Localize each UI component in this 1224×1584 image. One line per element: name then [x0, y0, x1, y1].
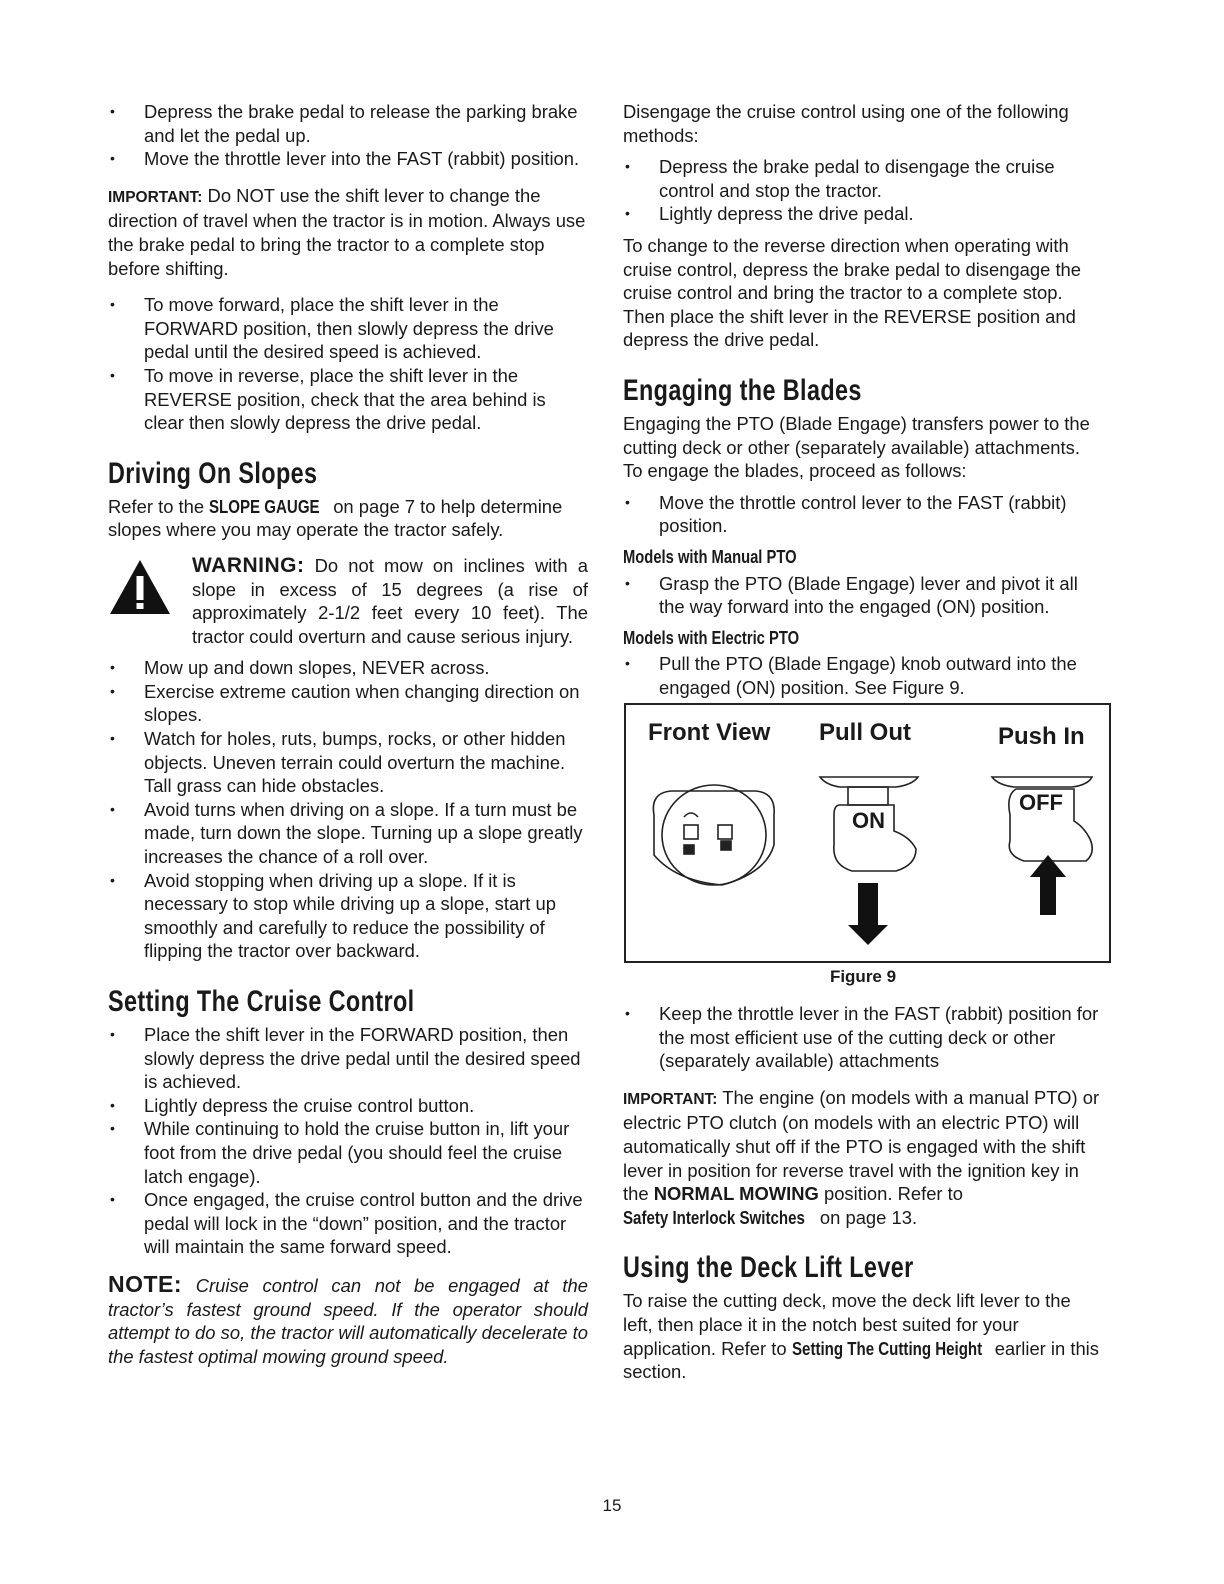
- important-label: IMPORTANT:: [108, 188, 203, 206]
- important-text: Do NOT use the shift lever to change the direction of travel when the tractor is in motion. Always use the brake pedal to bring the tractor to a complete stop before shifting.: [108, 184, 586, 279]
- figure-label-front-view: Front View: [648, 719, 771, 747]
- important-label: IMPORTANT:: [623, 1090, 718, 1108]
- list-item: • Move the throttle control lever to the FAST (rabbit) position.: [623, 491, 1103, 538]
- list-item: • To move in reverse, place the shift lever in the REVERSE position, check that the area behind is clear then slowly depress the drive pedal.: [108, 364, 588, 435]
- list-item: • Exercise extreme caution when changing direction on slopes.: [108, 680, 588, 727]
- slope-gauge-reference: Refer to the SLOPE GAUGE on page 7 to help determine slopes where you may operate the tractor safely.: [108, 495, 563, 541]
- figure-label-pull-out: Pull Out: [819, 719, 911, 747]
- cruise-bullet-list: [108, 1023, 588, 1259]
- after-figure-bullet-list: [623, 1002, 1103, 1073]
- section-heading-cruise-control: Setting The Cruise Control: [108, 985, 415, 1018]
- list-item: • Once engaged, the cruise control button and the drive pedal will lock in the “down” position, and the tractor will maintain the same forward speed.: [108, 1188, 588, 1259]
- important-shift-paragraph: [108, 184, 588, 280]
- section-heading-deck-lift: Using the Deck Lift Lever: [623, 1251, 914, 1285]
- pto-knob-pulled-icon: [820, 777, 918, 945]
- blades-intro: Engaging the PTO (Blade Engage) transfers power to the cutting deck or other (separately available) attachments. To engage the blades, proceed as follows:: [623, 412, 1090, 482]
- blades-bullet-list: [623, 491, 1103, 538]
- list-item: • Lightly depress the cruise control button.: [108, 1094, 588, 1118]
- list-item: • While continuing to hold the cruise button in, lift your foot from the drive pedal (you should feel the cruise latch engage).: [108, 1117, 588, 1188]
- warning-box: [108, 554, 588, 648]
- list-item: • Mow up and down slopes, NEVER across.: [108, 656, 588, 680]
- list-item: • Depress the brake pedal to disengage the cruise control and stop the tractor.: [623, 155, 1103, 202]
- disengage-bullet-list: [623, 155, 1103, 226]
- cutting-height-ref: Setting The Cutting Height: [791, 1337, 982, 1359]
- list-item: • To move forward, place the shift lever in the FORWARD position, then slowly depress the drive pedal until the desired speed is achieved.: [108, 293, 588, 364]
- page-number: 15: [602, 1496, 622, 1515]
- figure-caption: Figure 9: [829, 967, 897, 987]
- list-item: • Avoid stopping when driving up a slope. If it is necessary to stop while driving up a slope, start up smoothly and carefully to reduce the possibility of flipping the tractor over backward.: [108, 869, 588, 963]
- warning-triangle-icon: [108, 554, 188, 648]
- figure-drawing: [626, 705, 1109, 961]
- safety-interlock-ref: Safety Interlock Switches: [623, 1206, 805, 1228]
- on-label: ON: [852, 808, 885, 834]
- shift-bullet-list: [108, 293, 588, 435]
- list-item: • Move the throttle lever into the FAST (rabbit) position.: [108, 147, 588, 171]
- list-item: • Pull the PTO (Blade Engage) knob outward into the engaged (ON) position. See Figure 9.: [623, 652, 1103, 699]
- list-item: • Place the shift lever in the FORWARD position, then slowly depress the drive pedal until the desired speed is achieved.: [108, 1023, 588, 1094]
- right-column: [623, 100, 1103, 1384]
- disengage-intro: Disengage the cruise control using one of the following methods:: [623, 101, 1069, 146]
- note-text: Cruise control can not be engaged at the tractor’s fastest ground speed. If the operator should attempt to do so, the tractor will automatically decelerate to the fastest optimal mowing ground speed.: [108, 1274, 588, 1367]
- figure-label-push-in: Push In: [998, 723, 1085, 751]
- warning-text: Do not mow on inclines with a slope in excess of 15 degrees (a rise of approximately 2-1/2 feet every 10 feet). The tractor could overturn and cause serious injury.: [192, 554, 588, 647]
- intro-bullet-list: [108, 100, 588, 171]
- slope-gauge-ref-bold: SLOPE GAUGE: [209, 495, 320, 517]
- section-heading-engaging-blades: Engaging the Blades: [623, 373, 862, 407]
- figure-9-pto-knob: [624, 703, 1111, 963]
- normal-mowing-bold: NORMAL MOWING: [653, 1183, 819, 1205]
- pto-knob-front-view-icon: [653, 785, 774, 885]
- list-item: • Keep the throttle lever in the FAST (rabbit) position for the most efficient use of the cutting deck or other (separately available) attachments: [623, 1002, 1103, 1073]
- note-label: NOTE:: [108, 1270, 183, 1297]
- list-item: • Watch for holes, ruts, bumps, rocks, or other hidden objects. Uneven terrain could overturn the machine. Tall grass can hide obstacles.: [108, 727, 588, 798]
- list-item: • Depress the brake pedal to release the parking brake and let the pedal up.: [108, 100, 588, 147]
- left-column: [108, 100, 588, 1368]
- subheading-electric-pto: Models with Electric PTO: [623, 627, 800, 648]
- off-label: OFF: [1019, 790, 1063, 816]
- list-item: • Avoid turns when driving on a slope. If a turn must be made, turn down the slope. Turning up a slope greatly increases the chance of a roll over.: [108, 798, 588, 869]
- important-pto-paragraph: IMPORTANT: The engine (on models with a manual PTO) or electric PTO clutch (on models with an electric PTO) will automatically shut off if the PTO is engaged with the shift lever in position for reverse travel with the ignition key in the NORMAL MOWING position. Refer to Safety Interlock Switches on page 13.: [623, 1086, 1100, 1228]
- cruise-note: [108, 1270, 588, 1368]
- warning-label: WARNING:: [192, 553, 305, 577]
- reverse-cruise-paragraph: To change to the reverse direction when operating with cruise control, depress the brake pedal to disengage the cruise control and bring the tractor to a complete stop. Then place the shift lever in the REVERSE position and depress the drive pedal.: [623, 234, 1082, 351]
- manual-pto-bullet-list: [623, 572, 1103, 619]
- deck-lift-paragraph: To raise the cutting deck, move the deck lift lever to the left, then place it in the notch best suited for your application. Refer to Setting The Cutting Height earlier in this section.: [623, 1290, 1099, 1383]
- warning-text-block: [188, 554, 588, 648]
- subheading-manual-pto: Models with Manual PTO: [623, 546, 797, 567]
- list-item: • Grasp the PTO (Blade Engage) lever and pivot it all the way forward into the engaged (ON) position.: [623, 572, 1103, 619]
- section-heading-driving-on-slopes: Driving On Slopes: [108, 456, 318, 490]
- list-item: • Lightly depress the drive pedal.: [623, 202, 1103, 226]
- slopes-bullet-list: [108, 656, 588, 963]
- electric-pto-bullet-list: [623, 652, 1103, 699]
